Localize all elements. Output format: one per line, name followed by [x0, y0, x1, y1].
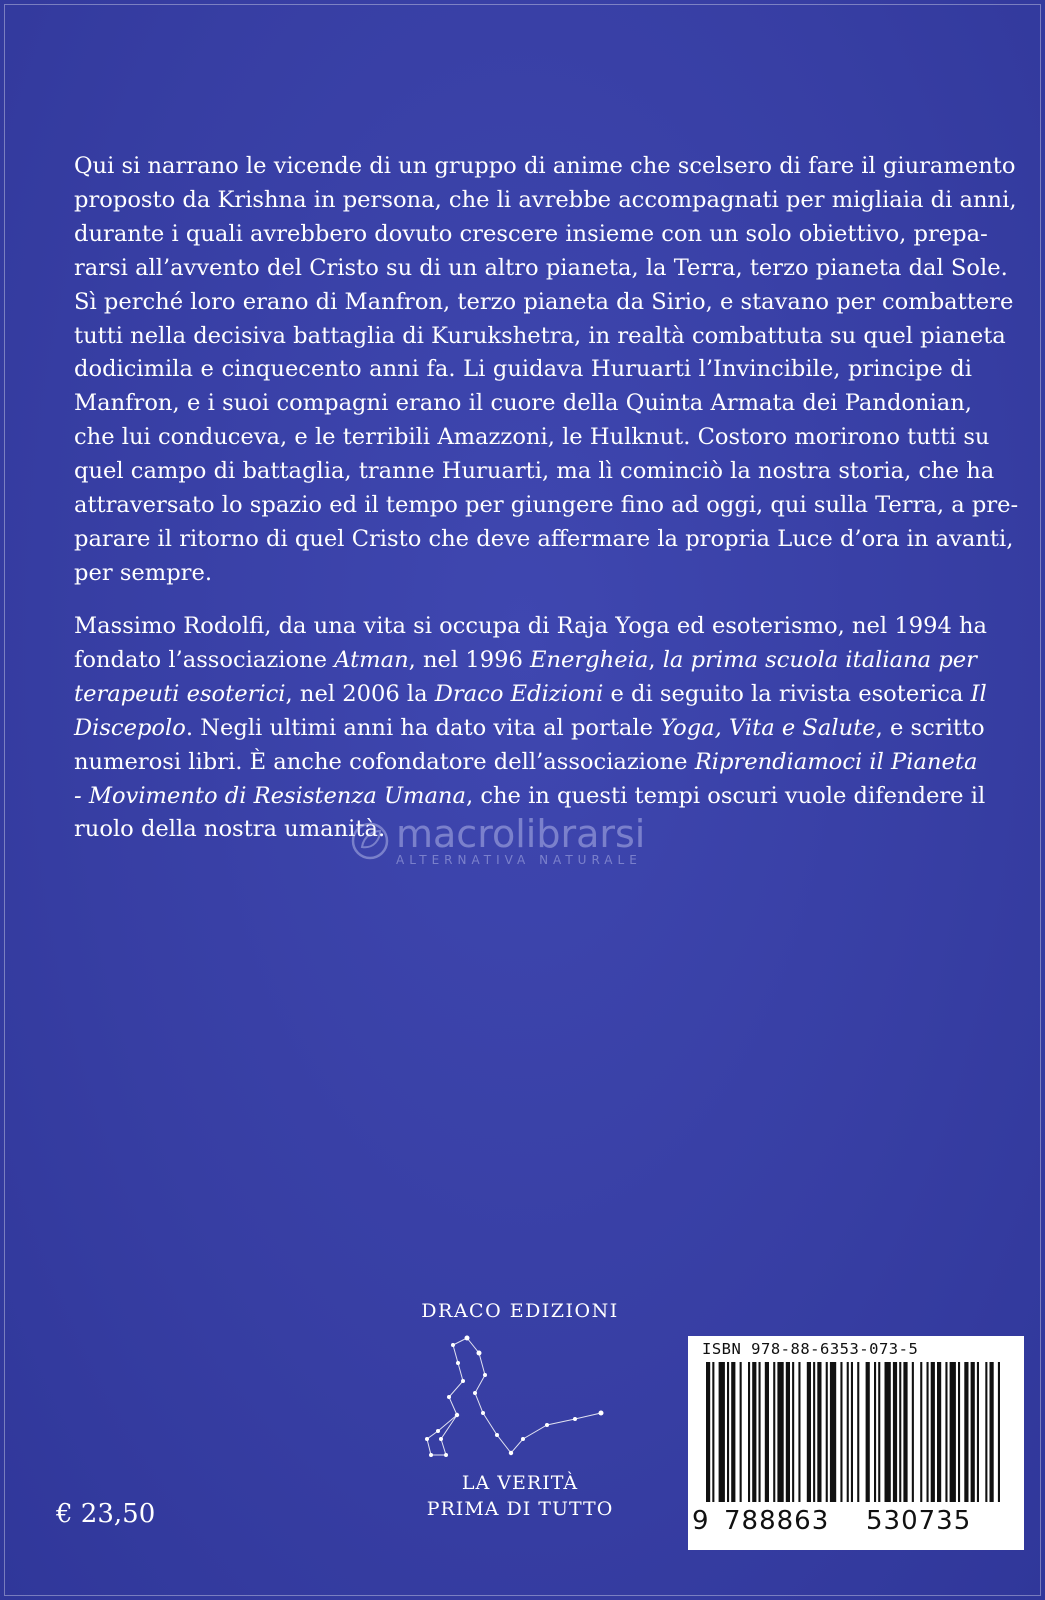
barcode-bar	[885, 1362, 891, 1502]
bio-text: fondato l’associazione	[74, 646, 335, 673]
barcode-bar	[851, 1362, 853, 1502]
barcode-bar	[847, 1362, 849, 1502]
synopsis-line: per sempre.	[74, 559, 213, 586]
bio-italic: Draco Edizioni	[434, 680, 604, 707]
bio-line	[74, 780, 986, 814]
barcode-bar	[813, 1362, 815, 1502]
synopsis-line: dodicimila e cinquecento anni fa. Li guidava Huruarti l’Invincibile, principe di	[74, 356, 972, 383]
barcode-bar	[893, 1362, 897, 1502]
barcode-bar	[740, 1362, 742, 1502]
barcode-bar	[807, 1362, 811, 1502]
barcode-bar	[830, 1362, 836, 1502]
barcode-bar	[874, 1362, 876, 1502]
barcode-bar	[985, 1362, 987, 1502]
barcode-bar	[899, 1362, 901, 1502]
barcode-bar	[798, 1362, 800, 1502]
bio-line	[74, 644, 977, 678]
bio-italic: Atman	[334, 646, 409, 673]
barcode-bar	[792, 1362, 794, 1502]
bio-text: Massimo Rodolfi, da una vita si occupa di Raja Yoga ed esoterismo, nel 1994 ha	[74, 613, 988, 639]
barcode-bar	[964, 1362, 968, 1502]
isbn-label: ISBN 978-88-6353-073-5	[702, 1340, 919, 1358]
bio-italic: Energheia	[530, 646, 649, 673]
synopsis-line: rarsi all’avvento del Cristo su di un altro pianeta, la Terra, terzo pianeta dal Sole.	[74, 254, 1008, 281]
barcode-bar	[765, 1362, 769, 1502]
synopsis-line: proposto da Krishna in persona, che li avrebbe accompagnati per migliaia di anni,	[74, 186, 1017, 213]
barcode-bar	[958, 1362, 960, 1502]
barcode-bar	[706, 1362, 710, 1502]
publisher-motto	[405, 1470, 635, 1522]
bio-text: , che in questi tempi oscuri vuole difendere il	[465, 782, 986, 809]
synopsis-line: tutti nella decisiva battaglia di Kurukshetra, in realtà combattuta su quel pianeta	[74, 322, 1006, 349]
watermark-subtitle: ALTERNATIVA NATURALE	[396, 853, 642, 867]
synopsis-line: Qui si narrano le vicende di un gruppo di anime che scelsero di fare il giuramento	[74, 153, 1016, 179]
motto-line: LA VERITÀ	[461, 1472, 579, 1494]
barcode-bar	[878, 1362, 880, 1502]
barcode-bar	[912, 1362, 914, 1502]
isbn-digit-first: 9	[692, 1506, 709, 1536]
barcode-bar	[920, 1362, 922, 1502]
author-bio-paragraph	[74, 610, 988, 847]
barcode-bar	[990, 1362, 994, 1502]
bio-text: ,	[648, 646, 663, 673]
bio-line	[74, 678, 987, 712]
barcode-bar	[950, 1362, 956, 1502]
barcode-bar	[773, 1362, 775, 1502]
barcode-bar	[731, 1362, 735, 1502]
barcode-bar	[866, 1362, 870, 1502]
bio-italic: - Movimento di Resistenza Umana	[74, 782, 466, 809]
bio-italic: terapeuti esoterici	[74, 680, 286, 707]
barcode-bar	[817, 1362, 821, 1502]
barcode-bars-icon	[702, 1362, 1014, 1516]
bio-line	[74, 746, 978, 780]
bio-text: e di seguito la rivista esoterica	[603, 680, 971, 707]
barcode-bar	[712, 1362, 714, 1502]
barcode-bar	[748, 1362, 750, 1502]
barcode-bar	[927, 1362, 929, 1502]
barcode-bar	[937, 1362, 941, 1502]
bio-italic: Il	[970, 680, 987, 707]
barcode-bar	[786, 1362, 790, 1502]
barcode-bar	[857, 1362, 859, 1502]
bio-italic: Riprendiamoci il Pianeta	[694, 748, 978, 775]
bio-line	[74, 610, 988, 644]
barcode-bar	[903, 1362, 907, 1502]
bio-text: numerosi libri. È anche cofondatore dell’associazione	[74, 748, 695, 775]
isbn-digits-right: 530735	[866, 1506, 972, 1536]
barcode-bar	[759, 1362, 761, 1502]
bio-line	[74, 813, 972, 847]
motto-line: PRIMA DI TUTTO	[426, 1498, 614, 1520]
synopsis-paragraph	[74, 150, 1019, 591]
bio-italic: la prima scuola italiana per	[662, 646, 977, 673]
barcode-bar	[931, 1362, 935, 1502]
bio-italic: Yoga, Vita e Salute	[660, 714, 876, 741]
bio-line	[74, 712, 985, 746]
price-label: € 23,50	[56, 1499, 156, 1529]
synopsis-line: che lui conduceva, e le terribili Amazzoni, le Hulknut. Costoro morirono tutti su	[74, 424, 990, 451]
watermark-name: macrolibrarsi	[396, 812, 646, 856]
barcode-bar	[998, 1362, 1000, 1502]
bio-italic: Discepolo	[74, 714, 186, 741]
isbn-barcode	[688, 1336, 1024, 1550]
barcode-bar	[977, 1362, 979, 1502]
bio-text: ruolo della nostra umanità.	[74, 816, 386, 843]
synopsis-line: quel campo di battaglia, tranne Huruarti, ma lì cominciò la nostra storia, che ha	[74, 458, 995, 485]
barcode-bar	[945, 1362, 947, 1502]
synopsis-line: Manfron, e i suoi compagni erano il cuore della Quinta Armata dei Pandonian,	[74, 390, 972, 417]
barcode-bar	[971, 1362, 975, 1502]
synopsis-line: durante i quali avrebbero dovuto crescere insieme con un solo obiettivo, prepa-	[74, 220, 988, 247]
bio-text: , nel 2006 la	[285, 680, 435, 707]
isbn-digits-left: 788863	[724, 1506, 830, 1536]
barcode-bar	[826, 1362, 828, 1502]
bio-text: , e scritto	[875, 714, 985, 741]
barcode-bar	[727, 1362, 729, 1502]
bio-text: . Negli ultimi anni ha dato vita al portale	[185, 714, 661, 741]
publisher-name: DRACO EDIZIONI	[421, 1300, 619, 1322]
synopsis-line: attraversato lo spazio ed il tempo per giungere fino ad oggi, qui sulla Terra, a pre-	[74, 492, 1019, 519]
synopsis-line: parare il ritorno di quel Cristo che deve affermare la propria Luce d’ora in avanti,	[74, 525, 1014, 552]
barcode-bar	[719, 1362, 725, 1502]
barcode-bar	[752, 1362, 756, 1502]
synopsis-line: Sì perché loro erano di Manfron, terzo pianeta da Sirio, e stavano per combattere	[74, 288, 1014, 315]
barcode-bar	[840, 1362, 842, 1502]
barcode-bar	[777, 1362, 783, 1502]
bio-text: , nel 1996	[408, 646, 531, 673]
